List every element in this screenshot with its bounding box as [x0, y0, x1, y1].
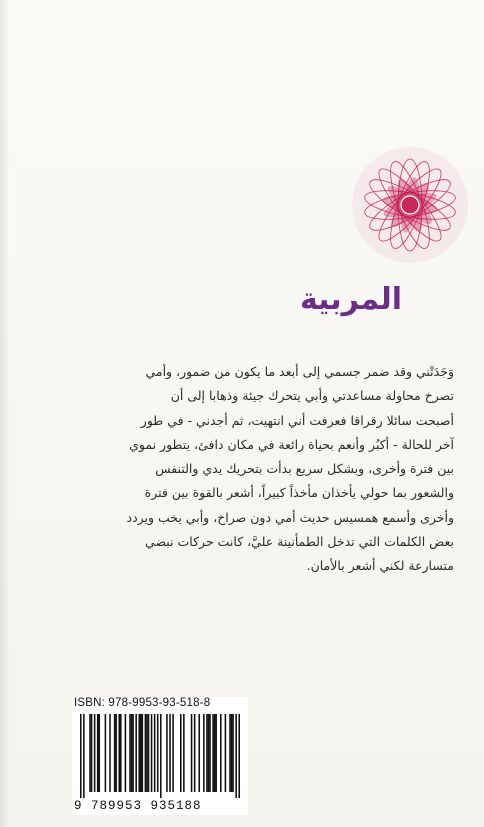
flower-ornament-icon [345, 140, 475, 270]
blurb-line: تصرخ محاولة مساعدتي وأبي يتحرك جيئة وذهابا إلى أن [170, 388, 454, 404]
blurb-line: وأخرى وأسمع همسيس حديث أمي دون صراخ، وأبي يخب ويردد [126, 509, 454, 525]
book-title: المربية [299, 282, 402, 317]
blurb-line: أصبحت سائلا رقراقا فعرفت أني انتهيت، ثم أجدني - في طور [140, 412, 454, 428]
barcode-digits: 9 789953 935188 [74, 799, 202, 813]
blurb-line: بين فترة وأخرى، وبشكل سريع بدأت بتحريك يدي والتنفس [155, 461, 454, 477]
isbn-label: ISBN: 978-9953-93-518-8 [74, 697, 211, 709]
blurb-line: والشعور بما حولي يأخذان مأخذاً كبيراً، أشعر بالقوة بين فترة [144, 485, 454, 501]
blurb-line: وَجَدَتْني وقد ضمر جسمي إلى أبعد ما يكون من ضمور، وأمي [145, 364, 454, 379]
barcode-icon [80, 714, 240, 798]
blurb-line: بعض الكلمات التي تدخل الطمأنينة عليَّ، كانت حركات نبضي [145, 534, 454, 550]
blurb-text [52, 360, 454, 579]
blurb-line: متسارعة لكني أشعر بالأمان. [306, 558, 454, 574]
blurb-line: آخر للحالة - أكبُر وأنعم بحياة رائعة في مكان دافئ، يتطور نموي [129, 436, 454, 452]
spine-shadow [0, 0, 10, 827]
